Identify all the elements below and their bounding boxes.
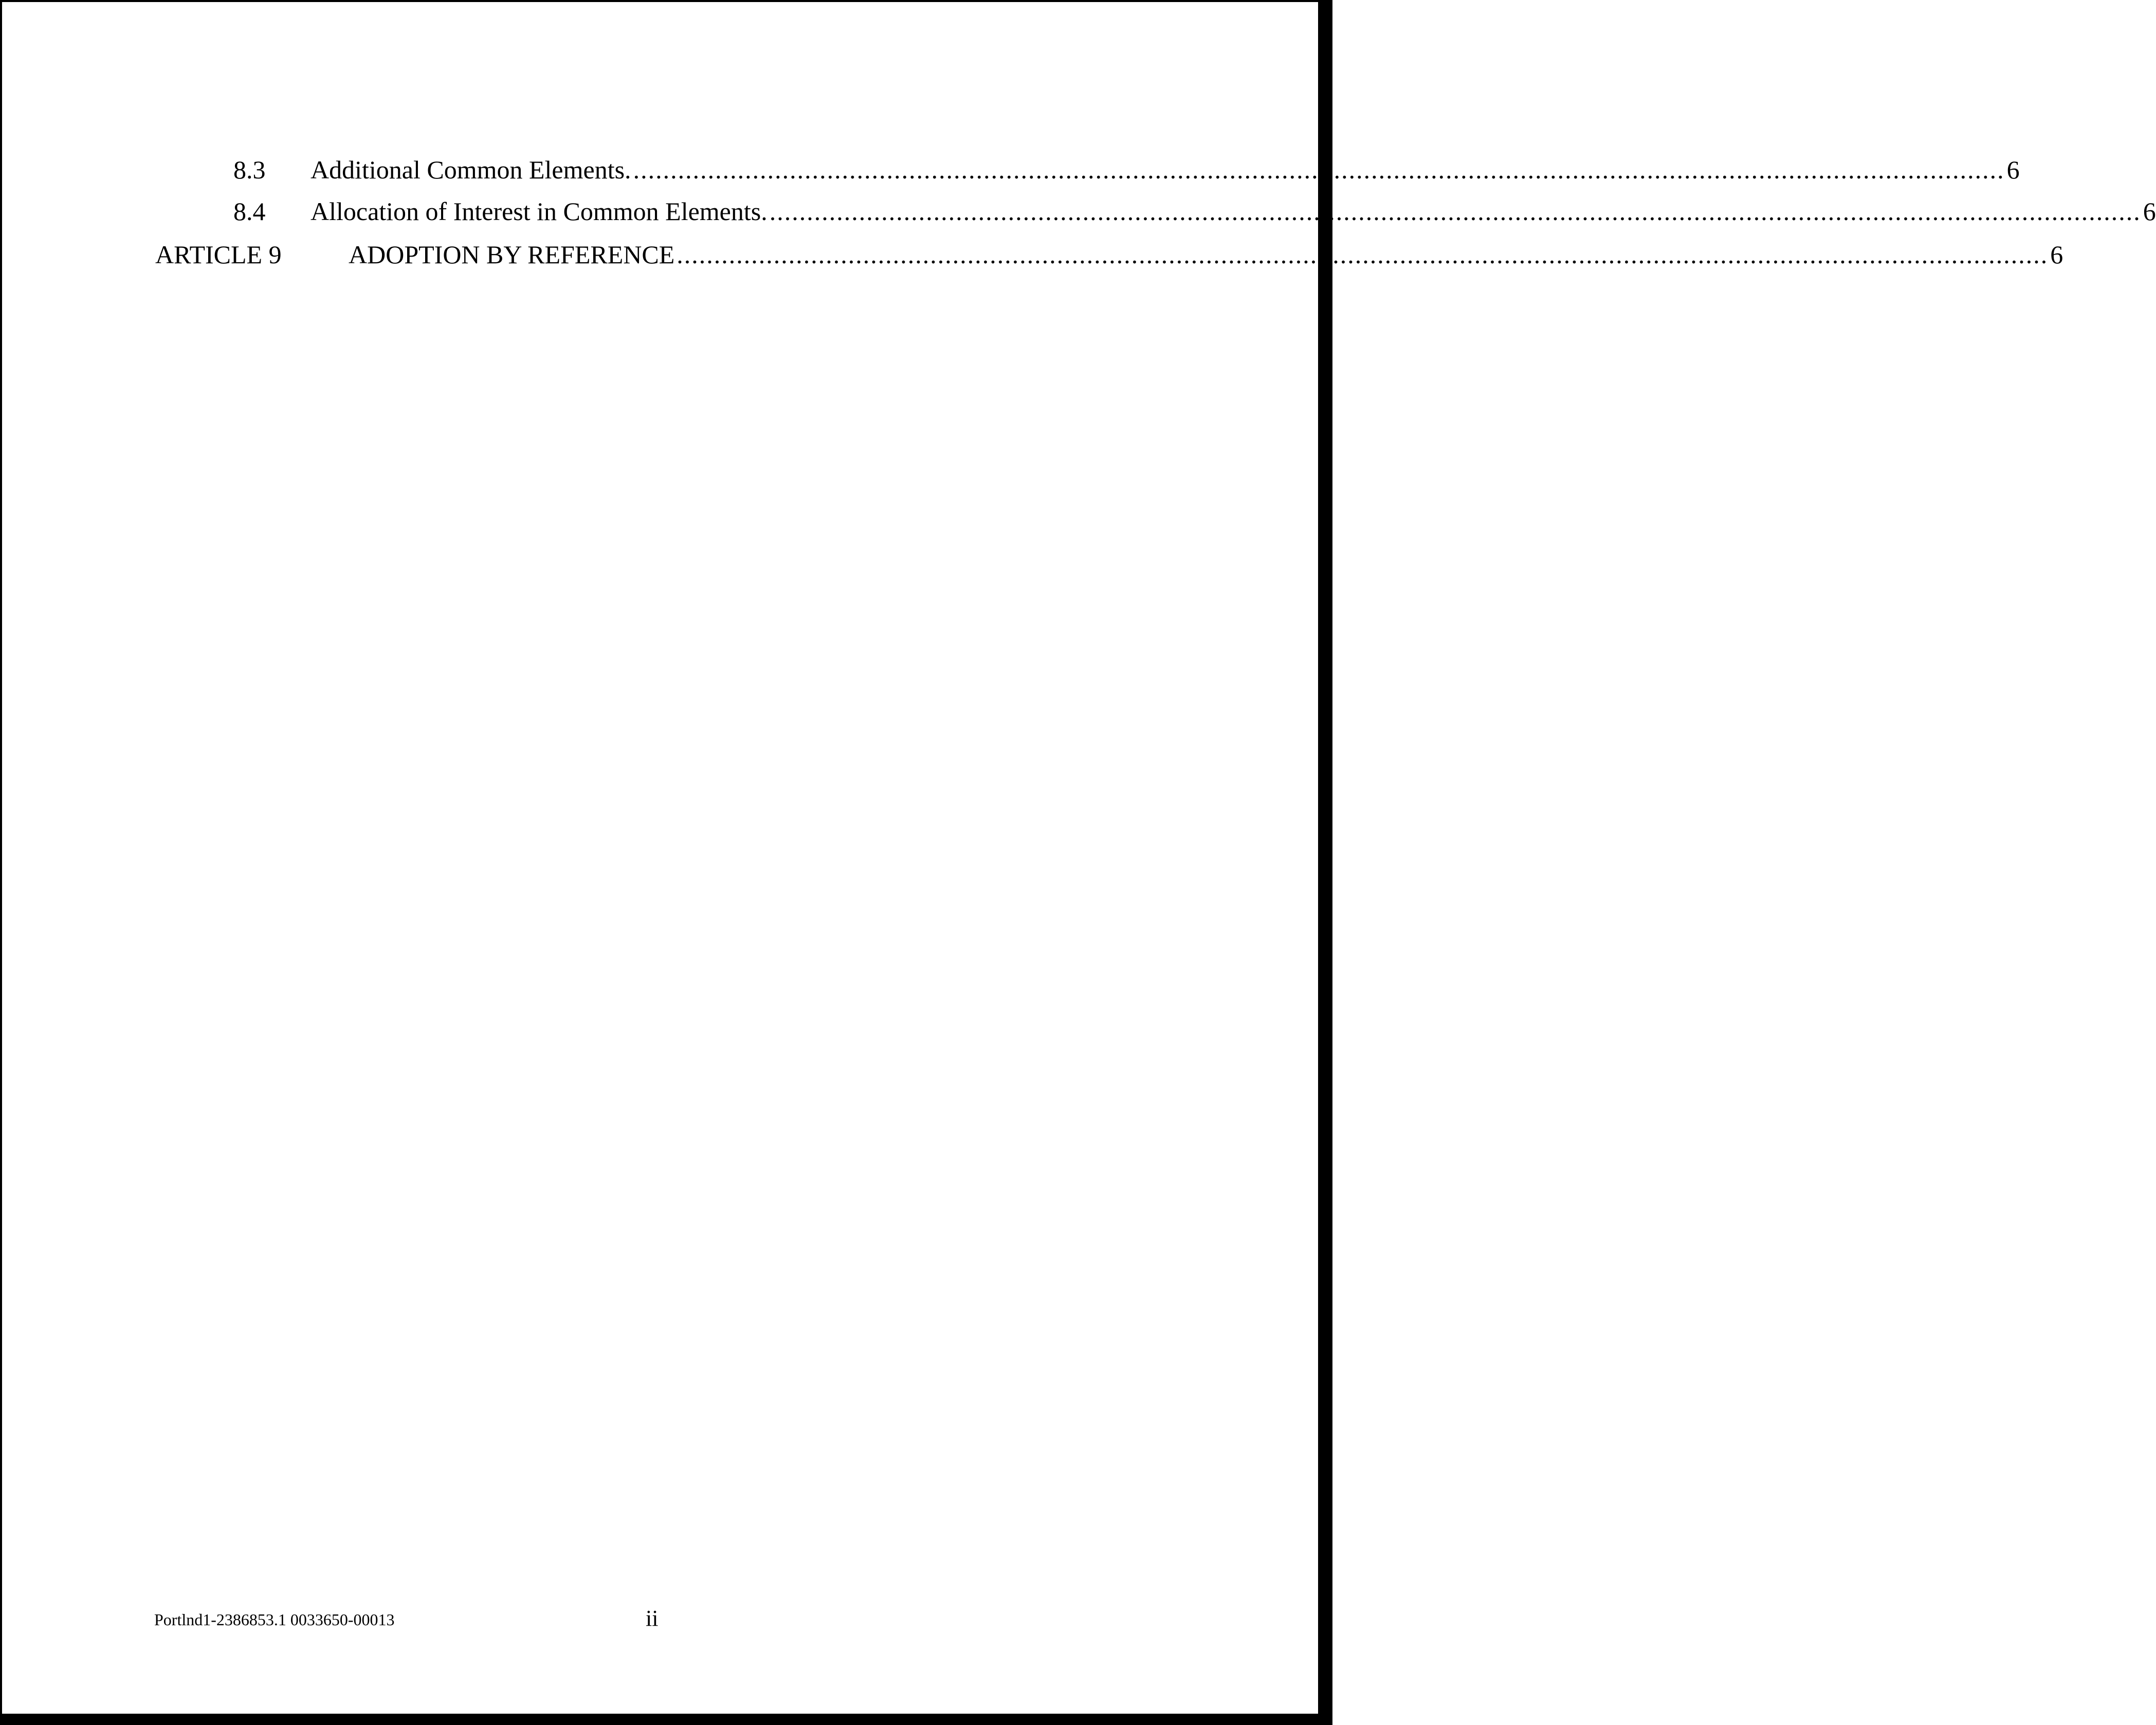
- footer-page-number: ii: [646, 1606, 659, 1631]
- dot-leader: ........................................................................................................................................................................................: [633, 155, 2005, 184]
- dot-leader: ........................................................................................................................................................................................: [769, 197, 2141, 226]
- toc-entry-8-4[interactable]: [0, 193, 2156, 229]
- toc-entry-article-9[interactable]: [0, 237, 2063, 273]
- toc-entry-line: [310, 193, 2156, 229]
- dot-leader: ........................................................................................................................................................................................: [677, 240, 2049, 269]
- toc-entry-line: [310, 152, 2020, 188]
- toc-entry-page: 6: [2143, 197, 2156, 226]
- toc-entry-line: [349, 237, 2063, 273]
- toc-entry-number: 8.3: [233, 155, 266, 184]
- toc-entry-page: 6: [2006, 155, 2020, 184]
- toc-entry-number: 8.4: [233, 197, 266, 226]
- toc-entry-page: 6: [2050, 240, 2063, 269]
- footer-document-id: Portlnd1-2386853.1 0033650-00013: [154, 1610, 395, 1629]
- toc-entry-8-3[interactable]: [0, 152, 2020, 188]
- toc-entry-title: Additional Common Elements.: [310, 155, 631, 184]
- toc-entry-number: ARTICLE 9: [155, 240, 282, 269]
- toc-entry-title: Allocation of Interest in Common Elements.: [310, 197, 768, 226]
- toc-entry-title: ADOPTION BY REFERENCE: [349, 240, 675, 269]
